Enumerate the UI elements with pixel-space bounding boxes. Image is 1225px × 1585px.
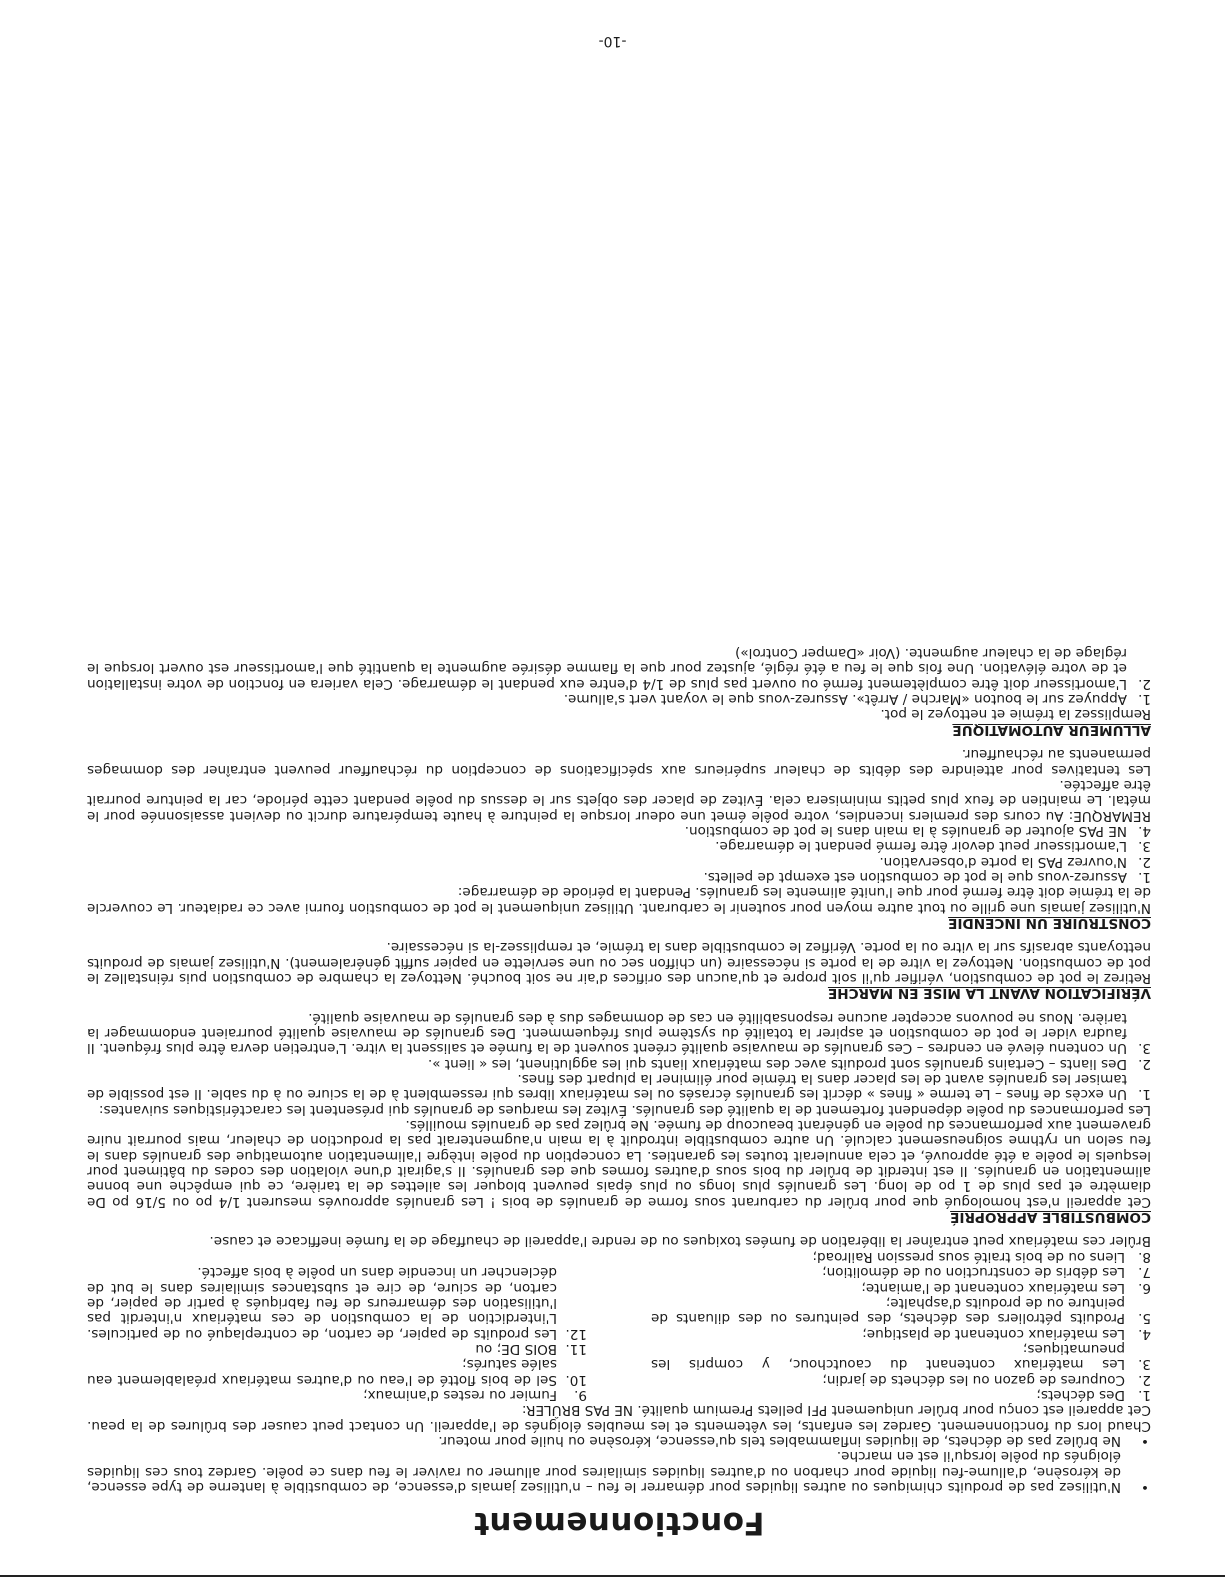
list-item xyxy=(87,691,1151,706)
do-not-burn-left-column xyxy=(651,1249,1151,1402)
item-text: Les matériaux contenant de l'amiante; xyxy=(861,1279,1125,1296)
bullet-icon: • xyxy=(1140,1479,1149,1495)
item-number: 11. xyxy=(565,1340,587,1357)
item-number: 4. xyxy=(1138,1325,1151,1342)
item-number: 5. xyxy=(1138,1310,1151,1327)
section-title-check: VÉRIFICATION AVANT LA MISE EN MARCHE xyxy=(827,985,1151,1002)
list-item xyxy=(87,1341,587,1356)
item-text: Les matériaux contenant de plastique; xyxy=(862,1325,1125,1342)
list-item xyxy=(651,1341,1151,1372)
item-text: Les débris de construction ou de démolition; xyxy=(822,1264,1125,1281)
section-title-igniter: ALLUMEUR AUTOMATIQUE xyxy=(952,721,1151,738)
list-item xyxy=(87,1264,587,1341)
item-number: 1. xyxy=(1138,691,1151,708)
item-number: 4. xyxy=(1138,822,1151,839)
bullet-icon: • xyxy=(1140,1432,1149,1449)
list-item xyxy=(651,1295,1151,1326)
list-item xyxy=(651,1249,1151,1264)
section-title-fire: CONSTRUIRE UN INCENDIE xyxy=(948,914,1151,931)
item-number: 6. xyxy=(1138,1279,1151,1296)
list-item xyxy=(87,823,1151,838)
item-text: Sel de bois flotté de l'eau ou d'autres matériaux préalablement eau salée saturés; xyxy=(87,1356,557,1388)
item-number: 2. xyxy=(1138,1055,1151,1072)
section-title-fuel: COMBUSTIBLE APPROPRIÉ xyxy=(950,1209,1151,1226)
item-text: BOIS DE; ou xyxy=(475,1340,557,1357)
list-item xyxy=(651,1325,1151,1340)
item-number: 1. xyxy=(1138,1386,1151,1403)
list-item xyxy=(87,1055,1151,1070)
bullet-text: Ne brûlez pas de déchets, de liquides inflammables tels qu'essence, kérosène ou huile pour moteur. xyxy=(438,1432,1121,1449)
list-item xyxy=(651,1387,1151,1402)
item-text: Assurez-vous que le pot de combustion est exempt de pellets. xyxy=(703,868,1127,885)
list-item xyxy=(87,1071,1151,1102)
check-paragraph: Retirez le pot de combustion, vérifier qu'il soit propre et qu'aucun des orifices d'air ne soit bouché. Nettoyez la chambre de combustion puis réinstallez le pot de combustion. Nettoyez la vitre de la porte si nécessaire (un chiffon sec ou une serviette en papier suffit généralement). N'utilisez jamais de produits nettoyants abrasifs sur la vitre ou la porte. Vérifiez le combustible dans la trémie, et remplissez-la si nécessaire. xyxy=(87,939,1151,986)
fire-paragraph: N'utilisez jamais une grille ou tout autre moyen pour soutenir le carburant. Utilisez uniquement le pot de combustion fourni avec ce radiateur. Le couvercle de la trémie doit être fermé pour que l'unité alimente les granulés. Pendant la période de démarrage: xyxy=(87,884,1151,916)
item-text: Produits pétroliers des déchets, des peintures ou des diluants de peinture ou de produits d'asphalte; xyxy=(651,1294,1125,1327)
list-item xyxy=(87,1387,587,1402)
item-text: Appuyez sur le bouton «Marche / Arrêt». Assurez-vous que le voyant vert s'allume. xyxy=(563,691,1127,708)
item-text: Les produits de papier, de carton, de contreplaqué ou de particules. L'interdiction de la combustion de ces matériaux n'interdit pas l'utilisation des démarreurs de feu fabriqués à partir de papier, de carton, de sciure, de cire et substances similaires dans le but de déclencher un incendie dans un poêle à bois affecté. xyxy=(87,1264,557,1342)
item-text: Les matériaux contenant du caoutchouc, y compris les pneumatiques; xyxy=(651,1340,1125,1373)
do-not-burn-list xyxy=(87,1249,1151,1402)
list-item xyxy=(87,645,1151,691)
item-text: Coupures de gazon ou les déchets de jardin; xyxy=(822,1371,1125,1388)
list-item xyxy=(87,1356,587,1387)
item-number: 3. xyxy=(1138,838,1151,855)
list-item xyxy=(87,853,1151,868)
list-item xyxy=(87,869,1151,884)
item-text: NE PAS ajouter de granulés à la main dans le pot de combustion. xyxy=(684,822,1127,839)
item-number: 8. xyxy=(1138,1248,1151,1265)
page-title: Fonctionnement xyxy=(473,1505,765,1541)
list-item xyxy=(651,1279,1151,1294)
item-number: 3. xyxy=(1138,1040,1151,1057)
hot-warning: Chaud lors du fonctionnement. Gardez les enfants, les vêtements et les meubles éloignés de l'appareil. Un contact peut causer des brûlures de la peau. Cet appareil est conçu pour brûler uniquement PFI pellets Premium qualité. NE PAS BRÛLER: xyxy=(87,1402,1151,1434)
list-item xyxy=(651,1264,1151,1279)
item-text: Un excès de fines – Le terme « fines » décrit les granulés écrasés ou les matériaux libres qui ressemblent à de la sciure ou à du sable. Il est possible de tamiser les granulés avant de les placer dans la trémie pour éliminer la plupart des fines. xyxy=(87,1071,1127,1103)
item-number: 1. xyxy=(1138,1086,1151,1103)
page-number: -10- xyxy=(598,33,627,49)
list-item xyxy=(87,1009,1151,1055)
item-number: 2. xyxy=(1138,675,1151,692)
list-item xyxy=(87,838,1151,853)
item-text: Fumier ou restes d'animaux; xyxy=(363,1386,557,1403)
list-item xyxy=(651,1371,1151,1386)
item-number: 10. xyxy=(565,1371,587,1388)
item-number: 9. xyxy=(574,1386,587,1403)
fire-remark: REMARQUE: Au cours des premiers incendies, votre poêle émet une odeur lorsque la peinture à haute température durcit ou devient assaisonnée pour le métal. Le maintien de feux plus petits minimisera cela. Évitez de placer des objets sur le dessus du poêle pendant cette période, car la peinture pourrait être affectée. xyxy=(87,776,1151,824)
item-text: Des liants – Certains granulés sont produits avec des matériaux liants qui les agglutinent, les « lient ». xyxy=(427,1055,1127,1072)
fire-paragraph: Les tentatives pour atteindre des débits de chaleur supérieurs aux spécifications de conception du réchauffeur peuvent entraîner des dommages permanents au réchauffeur. xyxy=(87,746,1151,778)
item-number: 2. xyxy=(1138,853,1151,870)
item-text: Des déchets; xyxy=(1036,1386,1125,1403)
item-number: 12. xyxy=(565,1325,587,1342)
item-text: Liens ou de bois traité sous pression Railroad; xyxy=(812,1248,1125,1265)
do-not-burn-right-column xyxy=(87,1249,587,1402)
warning-bullet xyxy=(87,1433,1151,1448)
item-text: L'amortisseur doit être complètement fermé ou ouvert pas plus de 1/4 d'entre eux pendant le démarrage. Cela variera en fonction de votre installation et de votre élévation. Une fois que le feu a été réglé, ajustez pour que la flamme désirée augmente la quantité que l'amortisseur est ouvert lorsque le réglage de la chaleur augmente. (Voir «Damper Control») xyxy=(87,645,1127,692)
item-text: N'ouvrez PAS la porte d'observation. xyxy=(879,853,1127,870)
item-text: L'amortisseur peut devoir être fermé pendant le démarrage. xyxy=(715,838,1127,855)
item-number: 2. xyxy=(1138,1371,1151,1388)
igniter-paragraph: Remplissez la trémie et nettoyez le pot. xyxy=(880,706,1151,723)
bullet-text: N'utilisez pas de produits chimiques ou autres liquides pour démarrer le feu – n'utilisez jamais d'essence, de combustible à lanterne de type essence, de kérosène, d'allume-feu liquide pour charbon ou d'autres liquides similaires pour allumer ou raviver le feu dans ce poêle. Gardez tous ces liquides éloignés du poêle lorsqu'il est en marche. xyxy=(87,1448,1121,1495)
item-number: 7. xyxy=(1138,1264,1151,1281)
page-content xyxy=(87,645,1151,1541)
warning-bullet xyxy=(87,1448,1151,1494)
fuel-paragraph: Cet appareil n'est homologué que pour brûler du carburant sous forme de granulés de bois ! Les granulés approuvés mesurent 1/4 po ou 5/16 po De diamètre et pas plus de 1 po de long. Les granulés plus longs ou plus épais peuvent bloquer les ailettes de la tarière, ce qui empêche une bonne alimentation en granulés. Il est interdit de brûler du bois sous d'autres formes que des granulés. Il s'agirait d'une violation des codes du bâtiment pour lesquels le poêle a été approuvé, et cela annulerait toutes les garanties. La conception du poêle intègre l'alimentation automatique des granulés dans le feu selon un rythme soigneusement calculé. Un autre combustible introduit à la main n'augmenterait pas la production de chaleur, mais pourrait nuire gravement aux performances du poêle en générant beaucoup de fumée. Ne brûlez pas de granulés mouillés. xyxy=(87,1117,1151,1210)
header-rule xyxy=(0,1575,1225,1577)
item-number: 3. xyxy=(1138,1356,1151,1373)
item-number: 1. xyxy=(1138,868,1151,885)
item-text: Un contenu élevé en cendres – Ces granulés de mauvaise qualité créent souvent de la fumée et salissent la vitre. L'entretien devra être plus fréquent. Il faudra vider le pot de combustion et aspirer la totalité du système plus fréquemment. Des granulés de mauvaise qualité pourraient endommager la tarière. Nous ne pouvons accepter aucune responsabilité en cas de dommages dus à des granulés de mauvaise qualité. xyxy=(87,1009,1127,1057)
fuel-paragraph: Les performances du poêle dépendent fortement de la qualité des granulés. Évitez les marques de granulés qui présentent les caractéristiques suivantes: xyxy=(98,1101,1151,1118)
burn-consequence: Brûler ces matériaux peut entraîner la libération de fumées toxiques ou de rendre l'appareil de chauffage de la fumée inefficace et cause. xyxy=(209,1233,1151,1250)
